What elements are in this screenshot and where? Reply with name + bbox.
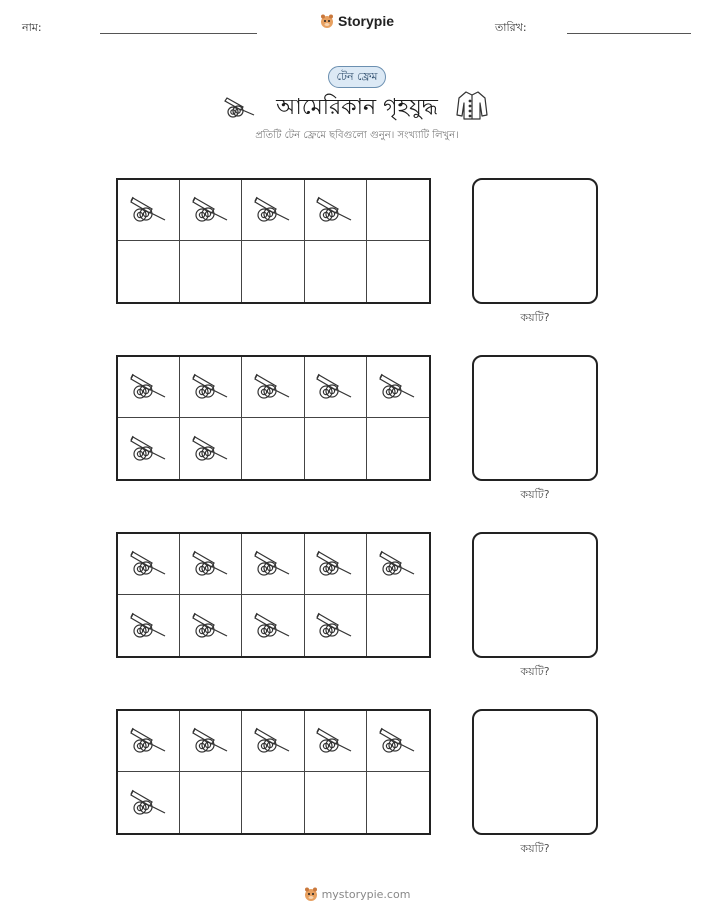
frame-cell [242, 595, 304, 656]
cannon-icon [191, 546, 231, 582]
question-label-2: কয়টি? [520, 488, 550, 501]
footer [0, 886, 714, 902]
frame-cell [242, 241, 304, 302]
cannon-icon [253, 723, 293, 759]
brand-name: Storypie [337, 13, 394, 29]
frame-cell [367, 772, 429, 833]
date-line[interactable] [567, 33, 691, 34]
frame-cell [242, 711, 304, 772]
cannon-icon [129, 785, 169, 821]
frame-cell [305, 357, 367, 418]
cannon-icon [253, 369, 293, 405]
frame-cell [305, 241, 367, 302]
storypie-mascot-icon [320, 13, 334, 29]
frame-cell [242, 180, 304, 241]
worksheet-type-badge: টেন ফ্রেম [328, 66, 386, 88]
cannon-icon [315, 723, 355, 759]
frame-cell [242, 357, 304, 418]
frame-cell [367, 595, 429, 656]
ten-frame-4 [116, 709, 431, 835]
cannon-icon [129, 369, 169, 405]
frame-cell [180, 241, 242, 302]
frame-cell [305, 711, 367, 772]
frame-cell [180, 711, 242, 772]
cannon-icon [191, 192, 231, 228]
frame-cell [305, 534, 367, 595]
frame-cell [118, 180, 180, 241]
cannon-icon [129, 192, 169, 228]
cannon-icon [253, 546, 293, 582]
frame-cell [180, 418, 242, 479]
cannon-icon [378, 369, 418, 405]
cannon-icon [253, 608, 293, 644]
question-label-1: কয়টি? [520, 311, 550, 324]
cannon-icon [129, 608, 169, 644]
cannon-icon [129, 723, 169, 759]
frame-cell [305, 595, 367, 656]
date-label: তারিখ: [495, 21, 527, 34]
frame-cell [367, 180, 429, 241]
frame-cell [367, 418, 429, 479]
cannon-icon [129, 431, 169, 467]
cannon-icon [191, 723, 231, 759]
answer-box-2[interactable] [472, 355, 598, 481]
answer-box-4[interactable] [472, 709, 598, 835]
answer-box-1[interactable] [472, 178, 598, 304]
frame-cell [305, 772, 367, 833]
frame-cell [180, 180, 242, 241]
frame-cell [180, 534, 242, 595]
frame-cell [367, 534, 429, 595]
cannon-icon [378, 546, 418, 582]
cannon-icon [315, 608, 355, 644]
frame-cell [367, 241, 429, 302]
question-label-4: কয়টি? [520, 842, 550, 855]
name-label: নাম: [22, 21, 42, 34]
footer-url: mystorypie.com [321, 887, 411, 901]
worksheet-title: আমেরিকান গৃহযুদ্ধ [276, 95, 438, 120]
answer-box-3[interactable] [472, 532, 598, 658]
frame-cell [305, 418, 367, 479]
cannon-icon [129, 546, 169, 582]
frame-cell [242, 534, 304, 595]
frame-cell [180, 772, 242, 833]
name-line[interactable] [100, 33, 257, 34]
frame-cell [118, 595, 180, 656]
frame-cell [118, 711, 180, 772]
instructions: প্রতিটি টেন ফ্রেমে ছবিগুলো গুনুন। সংখ্যাটি লিখুন। [255, 130, 459, 141]
cannon-icon [315, 192, 355, 228]
frame-cell [118, 772, 180, 833]
cannon-icon [315, 369, 355, 405]
military-coat-icon [455, 89, 489, 121]
cannon-icon [315, 546, 355, 582]
cannon-icon [253, 192, 293, 228]
frame-cell [118, 418, 180, 479]
frame-cell [242, 772, 304, 833]
question-label-3: কয়টি? [520, 665, 550, 678]
frame-cell [118, 534, 180, 595]
storypie-mascot-icon [304, 886, 318, 902]
cannon-icon [191, 369, 231, 405]
frame-cell [118, 241, 180, 302]
ten-frame-2 [116, 355, 431, 481]
brand-logo [0, 13, 714, 29]
frame-cell [180, 595, 242, 656]
frame-cell [180, 357, 242, 418]
cannon-icon [191, 608, 231, 644]
frame-cell [367, 357, 429, 418]
frame-cell [118, 357, 180, 418]
cannon-icon [378, 723, 418, 759]
ten-frame-3 [116, 532, 431, 658]
frame-cell [242, 418, 304, 479]
frame-cell [367, 711, 429, 772]
ten-frame-1 [116, 178, 431, 304]
cannon-icon [191, 431, 231, 467]
frame-cell [305, 180, 367, 241]
